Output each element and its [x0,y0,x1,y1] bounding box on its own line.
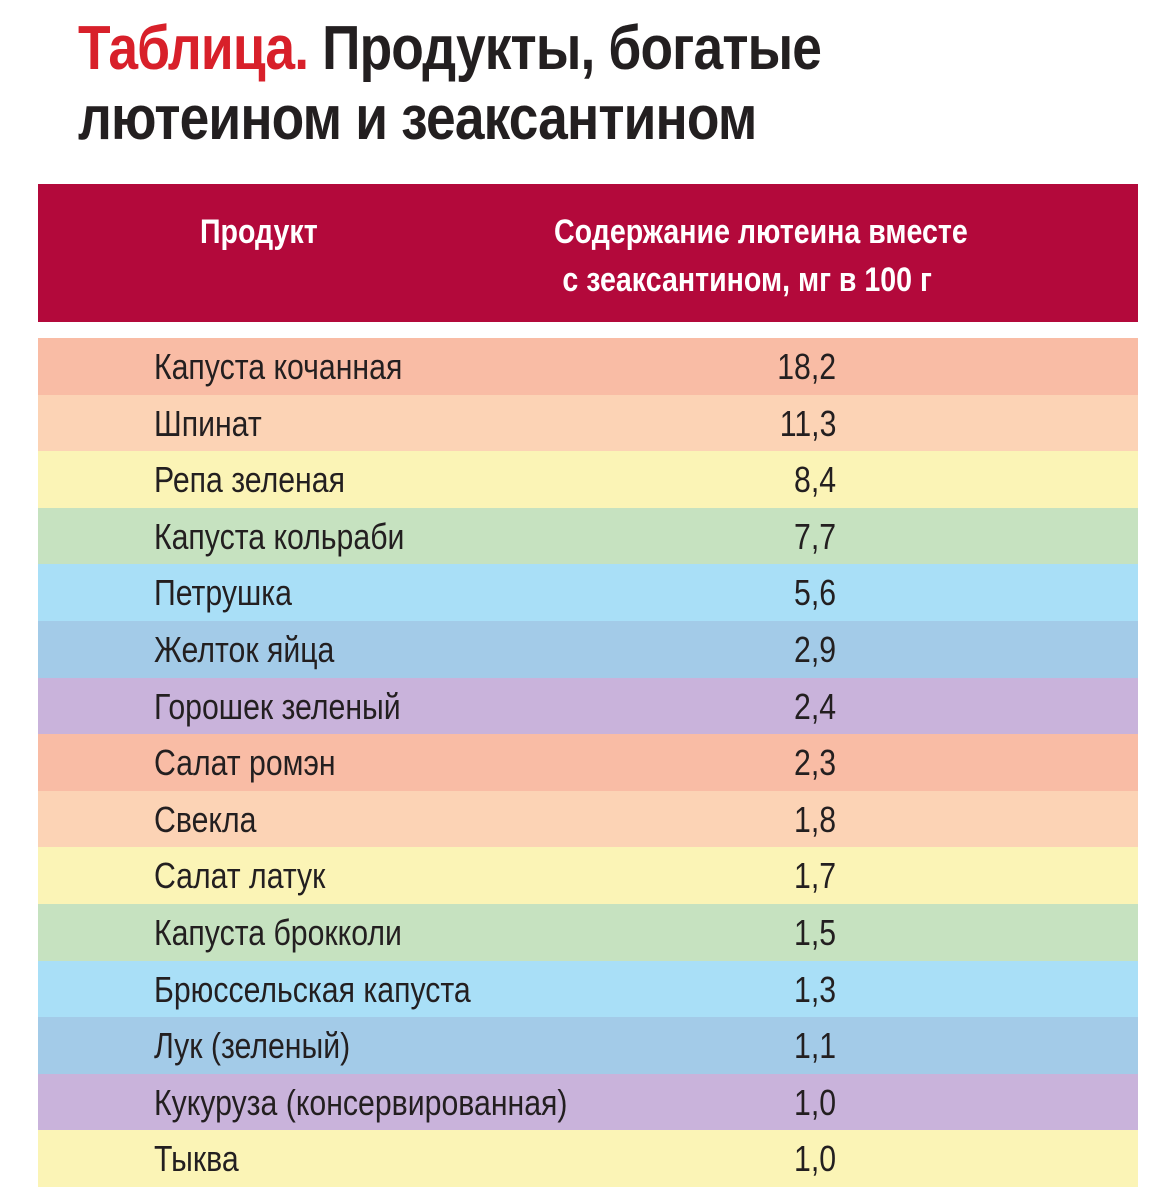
content-value: 11,3 [779,402,836,444]
content-value: 1,8 [793,798,836,840]
header-content-line-1: Содержание лютеина вместе [554,213,968,251]
product-name: Шпинат [154,402,262,444]
table-row [38,621,1138,678]
content-value: 1,1 [793,1025,836,1067]
content-value: 2,3 [793,742,836,784]
table-row [38,734,1138,791]
product-name: Свекла [154,798,257,840]
table-row [38,451,1138,508]
content-value: 1,7 [793,855,836,897]
table-header [38,184,1138,322]
table-body [38,338,1138,1187]
header-content [554,208,968,304]
product-name: Петрушка [154,572,292,614]
table-row [38,564,1138,621]
product-name: Лук (зеленый) [154,1025,351,1067]
product-name: Капуста брокколи [154,911,402,953]
table-row [38,904,1138,961]
content-value: 2,4 [793,685,836,727]
title-line-2: лютеином и зеаксантином [78,84,757,153]
content-value: 18,2 [777,346,836,387]
product-name: Желток яйца [154,628,335,670]
page-title [78,14,990,154]
table-row [38,1074,1138,1131]
product-name: Салат ромэн [154,742,336,784]
content-value: 2,9 [793,628,836,670]
content-value: 1,5 [793,911,836,953]
product-name: Брюссельская капуста [154,968,471,1010]
table-row [38,847,1138,904]
table-row [38,678,1138,735]
product-name: Салат латук [154,855,326,897]
product-name: Горошек зеленый [154,685,401,727]
header-product: Продукт [200,213,318,251]
content-value: 1,3 [793,968,836,1010]
header-content-line-2: с зеаксантином, мг в 100 г [562,261,932,299]
title-lead: Таблица. [78,14,309,83]
table-row [38,508,1138,565]
title-line-1 [78,14,990,84]
table-row [38,395,1138,452]
product-name: Капуста кольраби [154,515,405,557]
content-value: 1,0 [793,1081,836,1123]
content-value: 1,0 [793,1138,836,1180]
table-row [38,791,1138,848]
title-line1-rest: Продукты, богатые [308,14,822,83]
table-row [38,338,1138,395]
content-value: 7,7 [793,515,836,557]
table-row [38,1130,1138,1187]
product-name: Капуста кочанная [154,346,403,387]
product-name: Кукуруза (консервированная) [154,1081,568,1123]
content-value: 8,4 [793,459,836,501]
table-row [38,1017,1138,1074]
content-value: 5,6 [793,572,836,614]
product-name: Репа зеленая [154,459,345,501]
table-row [38,961,1138,1018]
product-name: Тыква [154,1138,239,1180]
